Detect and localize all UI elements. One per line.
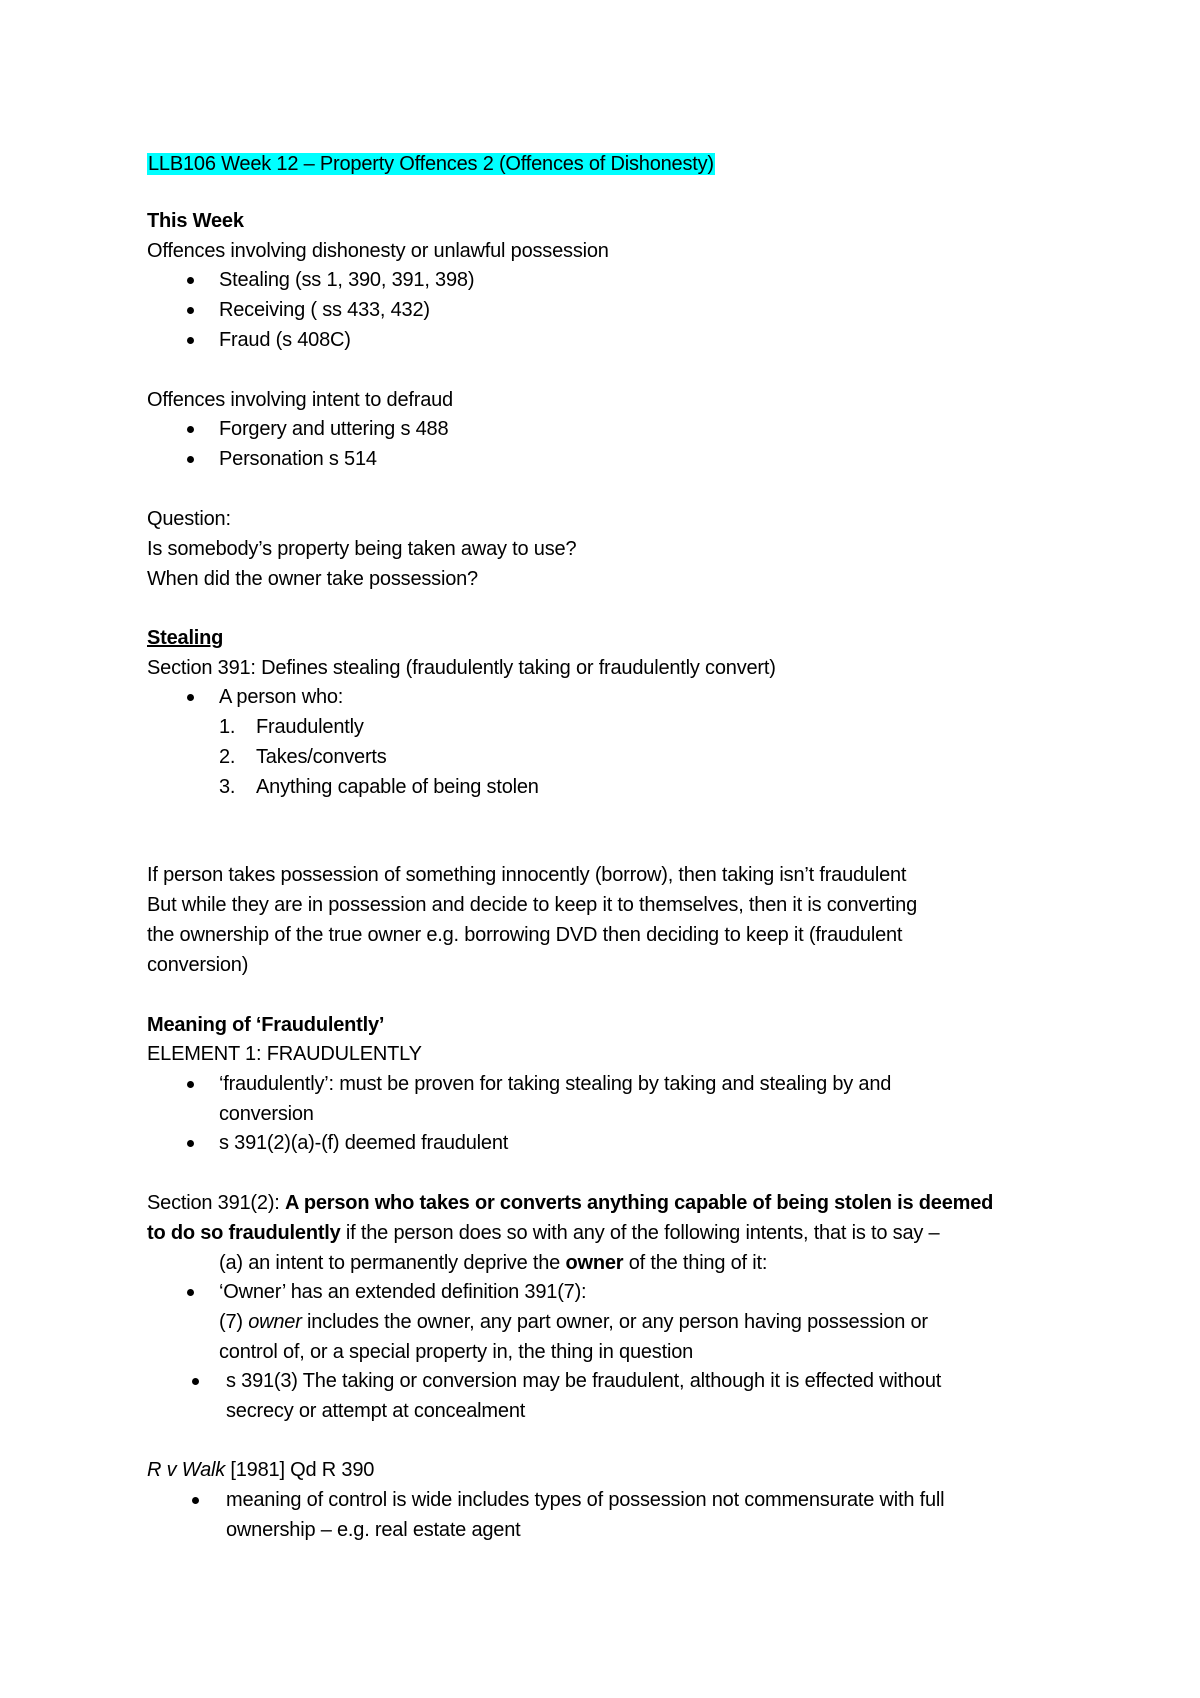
list-item: Receiving ( ss 433, 432) xyxy=(219,299,430,321)
stealing-heading: Stealing xyxy=(147,627,224,649)
list-item: meaning of control is wide includes types of possession not commensurate with full xyxy=(226,1489,945,1511)
bullet-icon xyxy=(192,1497,199,1504)
list-number: 1. xyxy=(219,716,236,738)
numbered-item: Takes/converts xyxy=(256,746,387,768)
element-label: ELEMENT 1: FRAUDULENTLY xyxy=(147,1043,422,1065)
subsection-a xyxy=(219,1250,767,1276)
bullet-icon xyxy=(187,337,194,344)
subsection-text: of the thing of it: xyxy=(623,1252,768,1274)
section-prefix: Section 391(2): xyxy=(147,1192,285,1214)
section-bold-text: A person who takes or converts anything capable of being stolen is deemed xyxy=(285,1192,994,1214)
stealing-definition: Section 391: Defines stealing (fraudulently taking or fraudulently convert) xyxy=(147,657,776,679)
list-item: Forgery and uttering s 488 xyxy=(219,418,449,440)
paragraph-line: conversion) xyxy=(147,954,249,976)
list-item: s 391(3) The taking or conversion may be fraudulent, although it is effected without xyxy=(226,1370,942,1392)
list-item: ‘fraudulently’: must be proven for taking stealing by taking and stealing by and xyxy=(219,1073,892,1095)
bullet-icon xyxy=(187,1289,194,1296)
question-line: Is somebody’s property being taken away to use? xyxy=(147,538,577,560)
definition-italic-text: owner xyxy=(248,1311,302,1333)
section-text: if the person does so with any of the following intents, that is to say – xyxy=(340,1222,940,1244)
subsection-text: (a) an intent to permanently deprive the xyxy=(219,1252,566,1274)
definition-7-line1 xyxy=(219,1309,928,1335)
this-week-heading: This Week xyxy=(147,210,244,232)
numbered-item: Fraudulently xyxy=(256,716,364,738)
bullet-icon xyxy=(187,694,194,701)
list-item: Stealing (ss 1, 390, 391, 398) xyxy=(219,269,475,291)
page-title xyxy=(147,151,715,177)
bullet-icon xyxy=(187,277,194,284)
list-item: ‘Owner’ has an extended definition 391(7): xyxy=(219,1281,587,1303)
bullet-icon xyxy=(192,1378,199,1385)
question-label: Question: xyxy=(147,508,231,530)
group1-intro: Offences involving dishonesty or unlawful possession xyxy=(147,240,609,262)
section-bold-text: to do so fraudulently xyxy=(147,1222,341,1244)
definition-text: includes the owner, any part owner, or any person having possession or xyxy=(301,1311,928,1333)
question-line: When did the owner take possession? xyxy=(147,568,478,590)
list-item: Personation s 514 xyxy=(219,448,377,470)
list-item-continuation: ownership – e.g. real estate agent xyxy=(226,1519,521,1541)
list-item: Fraud (s 408C) xyxy=(219,329,351,351)
list-item-continuation: conversion xyxy=(219,1103,314,1125)
paragraph-line: the ownership of the true owner e.g. borrowing DVD then deciding to keep it (fraudulent xyxy=(147,924,903,946)
list-number: 3. xyxy=(219,776,236,798)
bullet-icon xyxy=(187,1140,194,1147)
list-item: s 391(2)(a)-(f) deemed fraudulent xyxy=(219,1132,509,1154)
section-391-2-line1 xyxy=(147,1190,993,1216)
paragraph-line: But while they are in possession and decide to keep it to themselves, then it is converting xyxy=(147,894,918,916)
subsection-bold-text: owner xyxy=(565,1252,624,1274)
bullet-icon xyxy=(187,1081,194,1088)
list-item: A person who: xyxy=(219,686,344,708)
list-number: 2. xyxy=(219,746,236,768)
case-citation xyxy=(147,1457,374,1483)
section-391-2-line2 xyxy=(147,1220,939,1246)
definition-7-line2: control of, or a special property in, the thing in question xyxy=(219,1341,694,1363)
numbered-item: Anything capable of being stolen xyxy=(256,776,539,798)
bullet-icon xyxy=(187,426,194,433)
fraudulently-heading: Meaning of ‘Fraudulently’ xyxy=(147,1014,385,1036)
group2-intro: Offences involving intent to defraud xyxy=(147,389,453,411)
bullet-icon xyxy=(187,456,194,463)
case-name: R v Walk xyxy=(147,1459,226,1481)
title-highlight: LLB106 Week 12 – Property Offences 2 (Offences of Dishonesty) xyxy=(148,153,714,175)
case-reference: [1981] Qd R 390 xyxy=(225,1459,375,1481)
list-item-continuation: secrecy or attempt at concealment xyxy=(226,1400,526,1422)
bullet-icon xyxy=(187,307,194,314)
definition-text: (7) xyxy=(219,1311,249,1333)
paragraph-line: If person takes possession of something innocently (borrow), then taking isn’t fraudulent xyxy=(147,864,907,886)
